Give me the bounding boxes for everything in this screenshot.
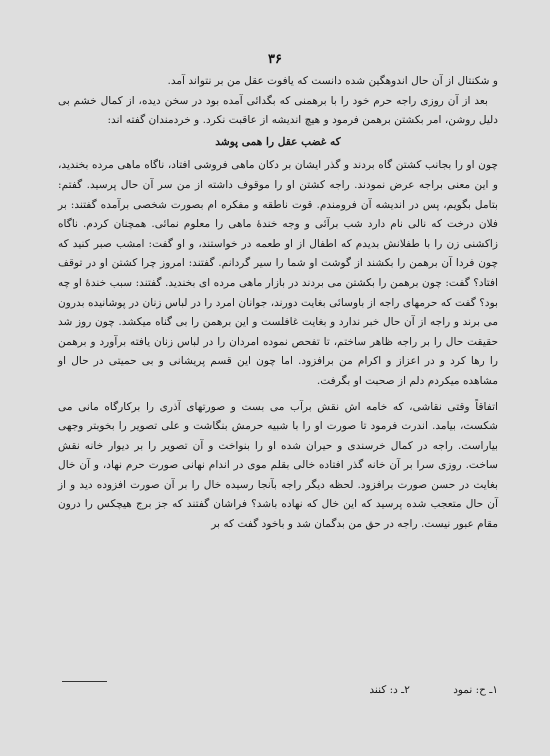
verse-line: که غضب عقل را همی پوشد xyxy=(215,135,341,148)
footnote: ۱ـ ح: نمود xyxy=(453,684,498,696)
paragraph: بعد از آن روزی راجه حرم خود را با برهمنی که بگدائی آمده بود در سخن دیده، از کمال خشم بی دلیل روشن، امر بکشتن برهمن فرمود و هیچ اندیشه از عاقبت نکرد. و خردمندان گفته اند: xyxy=(58,94,498,127)
footnote: ۲ـ د: کنند xyxy=(369,684,410,696)
paragraph: اتفاقاً وقتی نقاشی، که خامه اش نقش برآب می بست و صورتهای آذری را برکارگاه مانی می شکست، بیامد. اندرت فرمود تا صورت او را با شبیه حرمش بنگاشت و علی تصویر را بخوبتر وجهی بیاراست. راجه در کمال خرسندی و حیران شده او را بنواخت و آن تصویر را بر دیوار خانه نقش ساخت. روزی سرا بر آن خانه گذر افتاده خالی بقلم موی در اندام نهانی صورت حرم نهاد، و آن خال بغایت در حسن صورت برافزود. لحظه دیگر راجه بآنجا رسیده خال را بر آن صورت افزوده دید و از آن حال متعجب شده پرسید که این خال که نهاده باشد؟ فراشان گفتند که جز برج هیچکس را درون مقام عبور نیست. راجه در حق من بدگمان شد و باخود گفت که بر xyxy=(58,400,498,531)
body-text xyxy=(58,72,498,535)
footnote-rule xyxy=(62,681,107,682)
footnotes xyxy=(58,684,498,696)
paragraph: و شکنتال از آن حال اندوهگین شده دانست که یافوت عقل من بر نتواند آمد. xyxy=(167,75,498,87)
page-number: ۳۶ xyxy=(268,52,282,67)
paragraph: چون او را بجانب کشتن گاه بردند و گذر ایشان بر دکان ماهی فروشی افتاد، ناگاه ماهی مرده بخندید، و این معنی براجه عرض نمودند. راجه کشتن او را موقوف داشته از من سر آن حال پرسید. گفتم: بتامل بگویم، پس در اندیشه آن فرومندم. قوت ناطقه و مفکره ام بصورت شخصی برآمده گفتند: بر فلان درخت که نالی نام دارد شب برآئی و وجه خندهٔ ماهی را معلوم نمائی. همچنان کردم. ناگاه زاکشنی زن را با طفلانش بدیدم که اطفال از او طعمه در خواستند، و او گفت: امشب صبر کنید که چون فردا آن برهمن را بکشند از گوشت او شما را سیر گردانم. گفتند: امروز چرا کشتن او در توقف افتاد؟ گفت: چون برهمن را بکشتن می بردند در بازار ماهی مرده ای بخندید. گفتند: سبب خندهٔ او چه بود؟ گفت که حرمهای راجه از باوسائی بغایت دورند، جوانان امرد را در لباس زنان در پوشانیده بدرون می برند و راجه از آن حال خبر ندارد و بغایت غافلست و این برهمن را بی گناه میکشد. چون روز شد حقیقت حال را بر راجه ظاهر ساختم، تا تفحص نموده امردان را در لباس زنان یافته برآورد و برهمن را رها کرد و در اعزاز و اکرام من برافزود. اما چون این قسم پریشانی و بی حمیتی در حال او مشاهده میکردم دلم از صحبت او بگرفت. xyxy=(58,159,498,387)
